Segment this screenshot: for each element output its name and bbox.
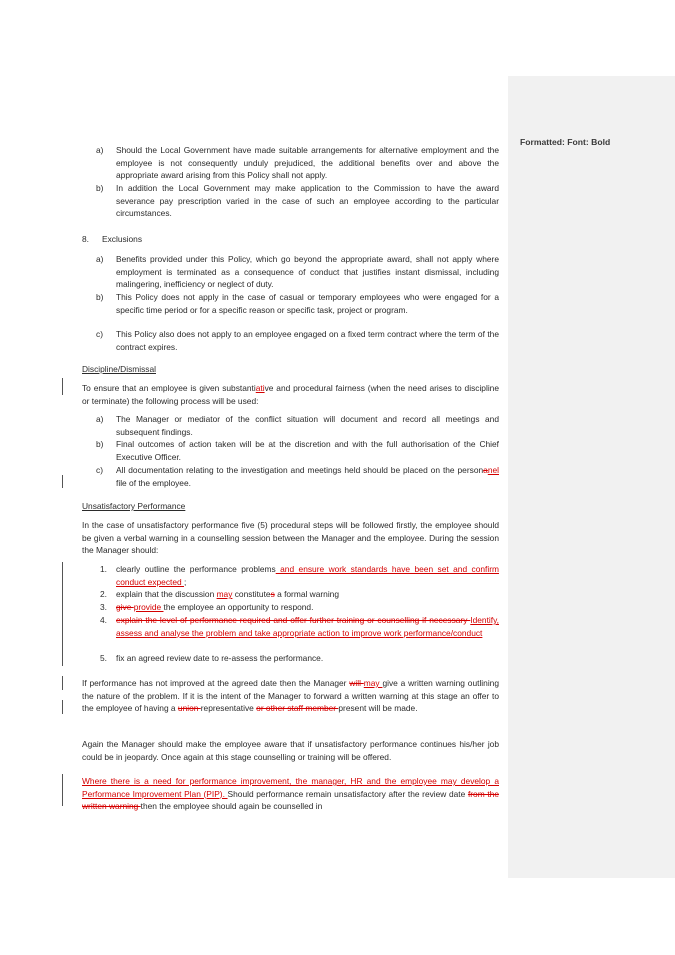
performance-step-2: explain that the discussion may constitutes a formal warning (116, 589, 340, 599)
discipline-item-b: Final outcomes of action taken will be at the discretion and with the full authorisation of the Chief Executive Officer. (116, 439, 499, 462)
tracked-insertion: may (363, 678, 383, 688)
change-bar (62, 676, 63, 690)
section-heading-exclusions: Exclusions (102, 234, 143, 244)
section-heading-discipline: Discipline/Dismissal (82, 364, 156, 374)
performance-intro: In the case of unsatisfactory performance five (5) procedural steps will be followed firstly, the employee should be given a verbal warning in a counselling session between the Manager and the employee. During the session the Manager should: (82, 520, 499, 555)
severance-item-b: In addition the Local Government may make application to the Commission to have the award severance pay prescription varied in the case of such an employee according to the particular circumstances. (116, 183, 499, 218)
change-bar (62, 700, 63, 714)
list-label: b) (96, 183, 104, 193)
performance-step-4 (116, 614, 499, 639)
performance-step-5: fix an agreed review date to re-assess the performance. (116, 653, 324, 663)
change-bar (62, 562, 63, 666)
step-number: 2. (100, 589, 107, 599)
list-label: c) (96, 465, 103, 475)
discipline-item-c: All documentation relating to the investigation and meetings held should be placed on the personanel file of the employee. (116, 465, 499, 488)
discipline-intro: To ensure that an employee is given substantiative and procedural fairness (when the need arises to discipline or terminate) the following process will be used: (82, 383, 499, 406)
comment-pane (508, 76, 675, 878)
tracked-insertion: may (216, 589, 233, 599)
tracked-deletion: a (483, 465, 488, 475)
performance-step-3: give provide the employee an opportunity to respond. (116, 602, 314, 612)
list-label: a) (96, 414, 104, 424)
exclusion-item-a: Benefits provided under this Policy, which go beyond the appropriate award, shall not apply where employment is terminated as a consequence of conduct that justifies instant dismissal, including malingering, inefficiency or neglect of duty. (116, 254, 499, 289)
list-label: a) (96, 145, 104, 155)
tracked-deletion: explain the level of performance required and offer further training or counselling if necessary (116, 615, 471, 625)
tracked-insertion: provide (133, 602, 164, 612)
tracked-deletion: from the written warning (82, 788, 499, 811)
severance-item-a: Should the Local Government have made suitable arrangements for alternative employment and the employee is not consequently unduly prejudiced, the additional benefits over and above the appropriate award arising from this Policy shall not apply. (116, 145, 499, 180)
paragraph-jeopardy: Again the Manager should make the employee aware that if unsatisfactory performance continues his/her job could be in jeopardy. Once again at this stage counselling or training will be offered. (82, 739, 499, 762)
exclusion-item-c: This Policy also does not apply to an employee engaged on a fixed term contract where the term of the contract expires. (116, 329, 499, 352)
change-bar (62, 774, 63, 806)
section-heading-performance: Unsatisfactory Performance (82, 501, 186, 511)
change-bar (62, 475, 63, 488)
change-bar (62, 378, 63, 395)
list-label: b) (96, 439, 104, 449)
tracked-insertion: and ensure work standards have been set and confirm conduct expected (116, 564, 499, 587)
list-label: b) (96, 292, 104, 302)
discipline-item-a: The Manager or mediator of the conflict situation will document and record all meetings and subsequent findings. (116, 414, 499, 437)
step-number: 4. (100, 615, 107, 625)
step-number: 5. (100, 653, 107, 663)
tracked-deletion: give (116, 602, 134, 612)
tracked-deletion: will (349, 678, 364, 688)
exclusion-item-b: This Policy does not apply in the case of casual or temporary employees who were engaged for a specific time period or for a specific reason or specific task, project or program. (116, 292, 499, 315)
paragraph-pip: Where there is a need for performance improvement, the manager, HR and the employee may develop a Performance Improvement Plan (PIP). Should performance remain unsatisfactory after the review date from the written warning then the employee should again be counselled in (82, 776, 499, 811)
tracked-deletion: or other staff member (256, 703, 339, 713)
tracked-deletion: s (270, 589, 275, 599)
step-number: 1. (100, 564, 107, 574)
comment-formatted-label: Formatted: Font: Bold (520, 137, 611, 147)
step-number: 3. (100, 602, 107, 612)
section-number: 8. (82, 234, 89, 244)
performance-step-1: clearly outline the performance problems and ensure work standards have been set and confirm conduct expected ; (116, 564, 499, 587)
tracked-insertion: Where there is a need for performance improvement, the manager, HR and the employee may develop a Performance Improvement Plan (PIP). (82, 776, 499, 799)
tracked-deletion: union (177, 703, 201, 713)
tracked-insertion: ati (255, 383, 265, 393)
list-label: a) (96, 254, 104, 264)
tracked-insertion: nel (487, 465, 499, 475)
list-label: c) (96, 329, 103, 339)
tracked-insertion: Identify, assess and analyse the problem and take appropriate action to improve work performance/conduct (116, 615, 499, 638)
paragraph-written-warning: If performance has not improved at the agreed date then the Manager will may give a written warning outlining the nature of the problem. If it is the intent of the Manager to forward a written warning at this stage an offer to the employee of having a union representative or other staff member present will be made. (82, 678, 499, 713)
